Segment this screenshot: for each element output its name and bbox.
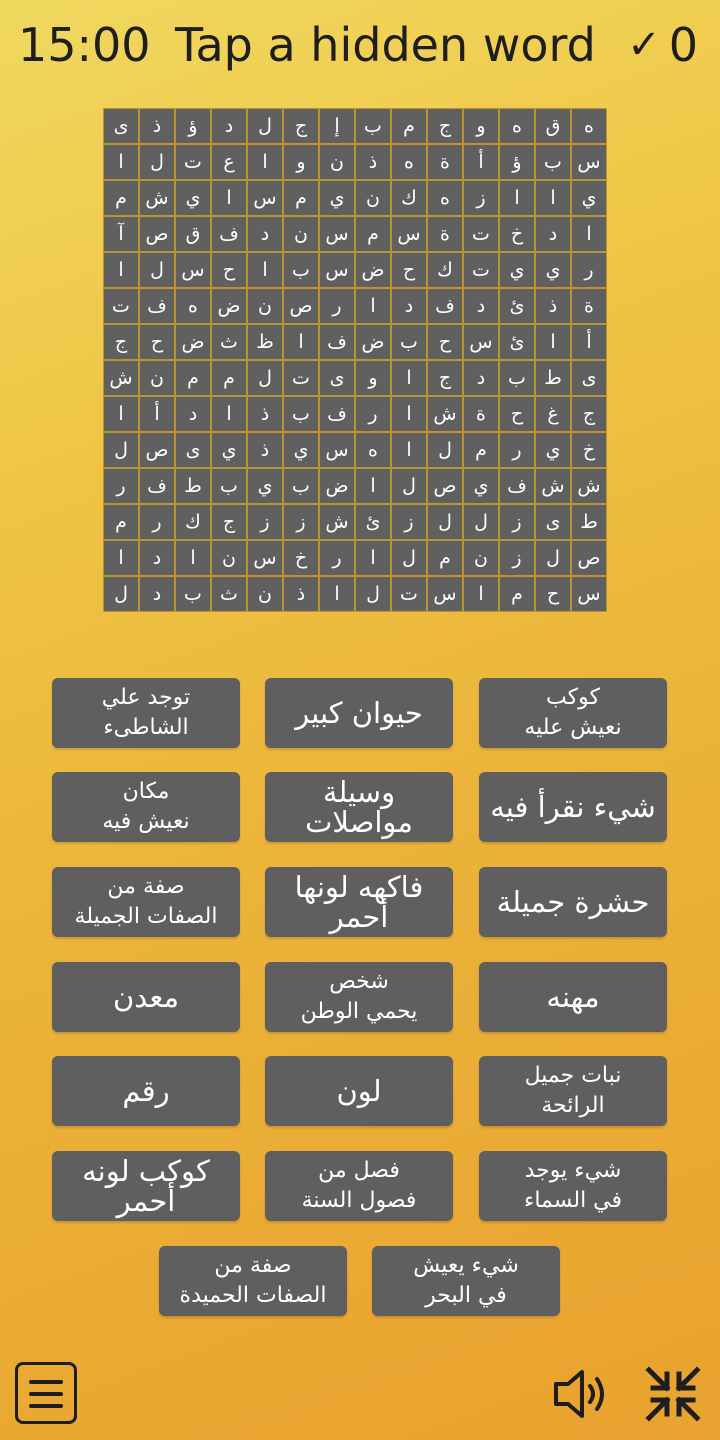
- letter-cell[interactable]: ى: [176, 433, 210, 467]
- clue-button[interactable]: [479, 962, 667, 1032]
- letter-cell[interactable]: د: [176, 397, 210, 431]
- clue-text: صفة من الصفات الجميلة: [74, 874, 218, 929]
- letter-cell[interactable]: آ: [104, 217, 138, 251]
- letter-cell[interactable]: ك: [428, 253, 462, 287]
- letter-cell[interactable]: ر: [140, 505, 174, 539]
- clue-text: شيء نقرأ فيه: [490, 790, 656, 824]
- letter-cell[interactable]: ؤ: [176, 109, 210, 143]
- clue-button[interactable]: [52, 678, 240, 748]
- letter-cell[interactable]: ف: [428, 289, 462, 323]
- letter-cell[interactable]: أ: [140, 397, 174, 431]
- letter-cell[interactable]: د: [248, 217, 282, 251]
- letter-cell[interactable]: ض: [320, 469, 354, 503]
- letter-cell[interactable]: ذ: [140, 109, 174, 143]
- letter-cell[interactable]: ا: [356, 289, 390, 323]
- letter-cell[interactable]: ز: [464, 181, 498, 215]
- letter-cell[interactable]: ذ: [248, 433, 282, 467]
- clue-text: معدن: [112, 980, 180, 1014]
- letter-cell[interactable]: م: [356, 217, 390, 251]
- letter-cell[interactable]: ي: [464, 469, 498, 503]
- letter-cell[interactable]: و: [464, 109, 498, 143]
- letter-cell[interactable]: ة: [428, 145, 462, 179]
- menu-button[interactable]: [15, 1362, 77, 1424]
- letter-cell[interactable]: م: [104, 181, 138, 215]
- letter-cell[interactable]: ح: [536, 577, 570, 611]
- letter-cell[interactable]: ا: [500, 181, 534, 215]
- letter-cell[interactable]: ج: [428, 109, 462, 143]
- clue-button[interactable]: [52, 1151, 240, 1221]
- letter-cell[interactable]: س: [572, 577, 606, 611]
- letter-cell[interactable]: ش: [572, 469, 606, 503]
- letter-cell[interactable]: ؤ: [500, 145, 534, 179]
- letter-cell[interactable]: م: [500, 577, 534, 611]
- letter-cell[interactable]: ة: [572, 289, 606, 323]
- letter-cell[interactable]: ا: [284, 325, 318, 359]
- letter-cell[interactable]: ا: [572, 217, 606, 251]
- letter-cell[interactable]: ئ: [500, 325, 534, 359]
- letter-cell[interactable]: ص: [572, 541, 606, 575]
- timer: 15:00: [18, 18, 151, 72]
- letter-cell[interactable]: س: [320, 253, 354, 287]
- letter-cell[interactable]: ر: [500, 433, 534, 467]
- letter-cell[interactable]: ئ: [356, 505, 390, 539]
- score: [627, 0, 698, 90]
- letter-cell[interactable]: س: [464, 325, 498, 359]
- speaker-icon: [550, 1364, 612, 1424]
- letter-cell[interactable]: ص: [284, 289, 318, 323]
- letter-cell[interactable]: ه: [500, 109, 534, 143]
- letter-cell[interactable]: ا: [212, 181, 246, 215]
- clue-button[interactable]: [265, 772, 453, 842]
- letter-cell[interactable]: ا: [104, 253, 138, 287]
- clue-text: كوكب لونه أحمر: [82, 1154, 210, 1218]
- clue-button[interactable]: [52, 772, 240, 842]
- letter-cell[interactable]: ه: [392, 145, 426, 179]
- letter-cell[interactable]: ا: [104, 397, 138, 431]
- clue-button[interactable]: [265, 1056, 453, 1126]
- letter-cell[interactable]: ر: [320, 541, 354, 575]
- clue-text: فاكهه لونها أحمر: [294, 870, 424, 934]
- letter-cell[interactable]: ه: [428, 181, 462, 215]
- letter-cell[interactable]: ي: [500, 253, 534, 287]
- clue-text: حشرة جميلة: [496, 885, 650, 919]
- letter-cell[interactable]: ث: [212, 577, 246, 611]
- letter-cell[interactable]: ز: [500, 505, 534, 539]
- letter-cell[interactable]: ل: [536, 541, 570, 575]
- letter-cell[interactable]: ب: [500, 361, 534, 395]
- clue-button[interactable]: [265, 678, 453, 748]
- letter-cell[interactable]: ح: [392, 253, 426, 287]
- clue-text: لون: [336, 1074, 382, 1108]
- letter-cell[interactable]: أ: [572, 325, 606, 359]
- letter-cell[interactable]: ص: [140, 217, 174, 251]
- clue-text: مكان نعيش فيه: [102, 779, 190, 834]
- letter-cell[interactable]: ح: [500, 397, 534, 431]
- letter-cell[interactable]: م: [176, 361, 210, 395]
- letter-cell[interactable]: ر: [104, 469, 138, 503]
- letter-cell[interactable]: ذ: [356, 145, 390, 179]
- letter-cell[interactable]: ئ: [500, 289, 534, 323]
- letter-cell[interactable]: ي: [320, 181, 354, 215]
- letter-cell[interactable]: ا: [392, 361, 426, 395]
- letter-cell[interactable]: ا: [536, 325, 570, 359]
- letter-cell[interactable]: د: [212, 109, 246, 143]
- letter-cell[interactable]: ا: [212, 397, 246, 431]
- letter-cell[interactable]: س: [248, 541, 282, 575]
- letter-cell[interactable]: ض: [356, 325, 390, 359]
- clue-button[interactable]: [372, 1246, 560, 1316]
- letter-cell[interactable]: ن: [248, 577, 282, 611]
- letter-cell[interactable]: ق: [536, 109, 570, 143]
- letter-cell[interactable]: ف: [320, 325, 354, 359]
- letter-cell[interactable]: ف: [212, 217, 246, 251]
- letter-cell[interactable]: ش: [140, 181, 174, 215]
- letter-cell[interactable]: م: [104, 505, 138, 539]
- letter-cell[interactable]: ض: [356, 253, 390, 287]
- letter-cell[interactable]: ل: [104, 577, 138, 611]
- letter-cell[interactable]: ا: [104, 145, 138, 179]
- letter-cell[interactable]: س: [248, 181, 282, 215]
- letter-cell[interactable]: ج: [212, 505, 246, 539]
- letter-cell[interactable]: ن: [212, 541, 246, 575]
- letter-cell[interactable]: م: [428, 541, 462, 575]
- letter-cell[interactable]: ل: [464, 505, 498, 539]
- letter-cell[interactable]: ي: [536, 433, 570, 467]
- letter-cell[interactable]: ا: [392, 397, 426, 431]
- letter-cell[interactable]: ل: [428, 433, 462, 467]
- letter-cell[interactable]: ز: [500, 541, 534, 575]
- letter-cell[interactable]: ب: [536, 145, 570, 179]
- letter-cell[interactable]: ه: [176, 289, 210, 323]
- letter-cell[interactable]: ل: [428, 505, 462, 539]
- letter-cell[interactable]: خ: [500, 217, 534, 251]
- letter-cell[interactable]: د: [464, 289, 498, 323]
- letter-cell[interactable]: ت: [464, 253, 498, 287]
- letter-cell[interactable]: ظ: [248, 325, 282, 359]
- clue-text: وسيلة مواصلات: [305, 775, 413, 839]
- collapse-button[interactable]: [643, 1364, 703, 1424]
- letter-cell[interactable]: ذ: [248, 397, 282, 431]
- clue-button[interactable]: [265, 867, 453, 937]
- letter-cell[interactable]: ل: [104, 433, 138, 467]
- letter-cell[interactable]: ص: [140, 433, 174, 467]
- letter-cell[interactable]: ل: [392, 469, 426, 503]
- letter-cell[interactable]: ل: [140, 253, 174, 287]
- clue-button[interactable]: [479, 1151, 667, 1221]
- letter-cell[interactable]: م: [392, 109, 426, 143]
- letter-cell[interactable]: ه: [572, 109, 606, 143]
- letter-cell[interactable]: ت: [176, 145, 210, 179]
- letter-cell[interactable]: ت: [104, 289, 138, 323]
- clue-button[interactable]: [265, 1151, 453, 1221]
- clue-text: توجد علي الشاطىء: [101, 685, 191, 740]
- letter-cell[interactable]: ف: [500, 469, 534, 503]
- letter-cell[interactable]: ى: [104, 109, 138, 143]
- letter-cell[interactable]: ز: [248, 505, 282, 539]
- letter-cell[interactable]: ش: [104, 361, 138, 395]
- letter-cell[interactable]: ي: [536, 253, 570, 287]
- letter-cell[interactable]: ة: [464, 397, 498, 431]
- letter-cell[interactable]: ي: [176, 181, 210, 215]
- sound-button[interactable]: [550, 1364, 612, 1424]
- letter-cell[interactable]: س: [320, 217, 354, 251]
- letter-cell[interactable]: ج: [572, 397, 606, 431]
- letter-cell[interactable]: ا: [320, 577, 354, 611]
- letter-cell[interactable]: ض: [212, 289, 246, 323]
- clue-button[interactable]: [479, 772, 667, 842]
- clue-text: نبات جميل الرائحة: [524, 1063, 622, 1118]
- letter-cell[interactable]: ن: [464, 541, 498, 575]
- letter-cell[interactable]: ي: [572, 181, 606, 215]
- letter-cell[interactable]: إ: [320, 109, 354, 143]
- letter-cell[interactable]: ح: [212, 253, 246, 287]
- letter-cell[interactable]: س: [428, 577, 462, 611]
- clue-text: شيء يعيش في البحر: [413, 1253, 519, 1308]
- letter-cell[interactable]: ف: [140, 469, 174, 503]
- letter-cell[interactable]: ا: [356, 541, 390, 575]
- letter-cell[interactable]: ن: [356, 181, 390, 215]
- letter-cell[interactable]: ب: [392, 325, 426, 359]
- score-value: 0: [668, 18, 698, 72]
- letter-cell[interactable]: ر: [320, 289, 354, 323]
- letter-cell[interactable]: د: [536, 217, 570, 251]
- letter-cell[interactable]: ش: [428, 397, 462, 431]
- clue-button[interactable]: [159, 1246, 347, 1316]
- letter-cell[interactable]: ي: [248, 469, 282, 503]
- letter-cell[interactable]: ا: [248, 253, 282, 287]
- letter-grid: [103, 108, 607, 612]
- letter-cell[interactable]: و: [356, 361, 390, 395]
- clue-text: حيوان كبير: [295, 696, 423, 730]
- letter-cell[interactable]: ا: [464, 577, 498, 611]
- letter-cell[interactable]: ب: [356, 109, 390, 143]
- letter-cell[interactable]: ل: [392, 541, 426, 575]
- clue-text: مهنه: [546, 980, 600, 1014]
- letter-cell[interactable]: ب: [284, 397, 318, 431]
- clue-button[interactable]: [479, 867, 667, 937]
- letter-cell[interactable]: خ: [572, 433, 606, 467]
- letter-cell[interactable]: ق: [176, 217, 210, 251]
- clue-button[interactable]: [265, 962, 453, 1032]
- letter-cell[interactable]: غ: [536, 397, 570, 431]
- letter-cell[interactable]: ف: [320, 397, 354, 431]
- letter-cell[interactable]: د: [392, 289, 426, 323]
- letter-cell[interactable]: د: [140, 541, 174, 575]
- letter-cell[interactable]: ل: [356, 577, 390, 611]
- letter-cell[interactable]: د: [464, 361, 498, 395]
- letter-cell[interactable]: ت: [392, 577, 426, 611]
- letter-cell[interactable]: م: [212, 361, 246, 395]
- letter-cell[interactable]: ذ: [536, 289, 570, 323]
- letter-cell[interactable]: ج: [428, 361, 462, 395]
- letter-cell[interactable]: ن: [140, 361, 174, 395]
- clue-text: شخص يحمي الوطن: [300, 969, 418, 1024]
- letter-cell[interactable]: ر: [356, 397, 390, 431]
- letter-cell[interactable]: ا: [536, 181, 570, 215]
- letter-cell[interactable]: ب: [284, 253, 318, 287]
- clue-text: رقم: [122, 1074, 170, 1108]
- letter-cell[interactable]: ي: [284, 433, 318, 467]
- letter-cell[interactable]: ك: [392, 181, 426, 215]
- letter-cell[interactable]: ج: [104, 325, 138, 359]
- letter-cell[interactable]: ح: [428, 325, 462, 359]
- letter-cell[interactable]: س: [320, 433, 354, 467]
- letter-cell[interactable]: ب: [176, 577, 210, 611]
- letter-cell[interactable]: ز: [392, 505, 426, 539]
- instruction-text: Tap a hidden word: [175, 18, 596, 72]
- letter-cell[interactable]: ة: [428, 217, 462, 251]
- letter-cell[interactable]: ض: [176, 325, 210, 359]
- clue-text: صفة من الصفات الحميدة: [179, 1253, 327, 1308]
- letter-cell[interactable]: ب: [212, 469, 246, 503]
- checkmark-icon: ✓: [627, 22, 661, 68]
- letter-cell[interactable]: ا: [176, 541, 210, 575]
- letter-cell[interactable]: ع: [212, 145, 246, 179]
- letter-cell[interactable]: ط: [536, 361, 570, 395]
- clue-text: كوكب نعيش عليه: [524, 685, 622, 740]
- letter-cell[interactable]: أ: [464, 145, 498, 179]
- letter-cell[interactable]: ص: [428, 469, 462, 503]
- letter-cell[interactable]: ف: [140, 289, 174, 323]
- letter-cell[interactable]: ث: [212, 325, 246, 359]
- letter-cell[interactable]: ى: [572, 361, 606, 395]
- letter-cell[interactable]: ل: [248, 361, 282, 395]
- letter-cell[interactable]: ن: [248, 289, 282, 323]
- letter-cell[interactable]: ل: [248, 109, 282, 143]
- clue-text: فصل من فصول السنة: [301, 1158, 417, 1213]
- letter-cell[interactable]: ك: [176, 505, 210, 539]
- letter-cell[interactable]: ا: [356, 469, 390, 503]
- letter-cell[interactable]: س: [392, 217, 426, 251]
- letter-cell[interactable]: ا: [104, 541, 138, 575]
- letter-cell[interactable]: م: [464, 433, 498, 467]
- letter-cell[interactable]: ز: [284, 505, 318, 539]
- letter-cell[interactable]: ش: [320, 505, 354, 539]
- letter-cell[interactable]: س: [176, 253, 210, 287]
- letter-cell[interactable]: ه: [356, 433, 390, 467]
- clue-button[interactable]: [52, 1056, 240, 1126]
- letter-cell[interactable]: ت: [464, 217, 498, 251]
- letter-cell[interactable]: ل: [140, 145, 174, 179]
- letter-cell[interactable]: ر: [572, 253, 606, 287]
- letter-cell[interactable]: ا: [248, 145, 282, 179]
- letter-cell[interactable]: خ: [284, 541, 318, 575]
- letter-cell[interactable]: ي: [212, 433, 246, 467]
- clue-button[interactable]: [52, 867, 240, 937]
- letter-cell[interactable]: ن: [320, 145, 354, 179]
- clue-button[interactable]: [52, 962, 240, 1032]
- letter-cell[interactable]: ى: [536, 505, 570, 539]
- letter-cell[interactable]: ى: [320, 361, 354, 395]
- letter-cell[interactable]: م: [284, 181, 318, 215]
- letter-cell[interactable]: ط: [572, 505, 606, 539]
- letter-cell[interactable]: د: [140, 577, 174, 611]
- letter-cell[interactable]: ن: [284, 217, 318, 251]
- header-bar: [0, 0, 720, 90]
- letter-cell[interactable]: ح: [140, 325, 174, 359]
- collapse-icon: [643, 1364, 703, 1424]
- letter-cell[interactable]: و: [284, 145, 318, 179]
- letter-cell[interactable]: ط: [176, 469, 210, 503]
- letter-cell[interactable]: ب: [284, 469, 318, 503]
- letter-cell[interactable]: ذ: [284, 577, 318, 611]
- letter-cell[interactable]: ج: [284, 109, 318, 143]
- letter-cell[interactable]: س: [572, 145, 606, 179]
- clue-button[interactable]: [479, 678, 667, 748]
- clue-text: شيء يوجد في السماء: [523, 1158, 623, 1213]
- letter-cell[interactable]: ش: [536, 469, 570, 503]
- letter-cell[interactable]: ت: [284, 361, 318, 395]
- clue-button[interactable]: [479, 1056, 667, 1126]
- letter-cell[interactable]: ا: [392, 433, 426, 467]
